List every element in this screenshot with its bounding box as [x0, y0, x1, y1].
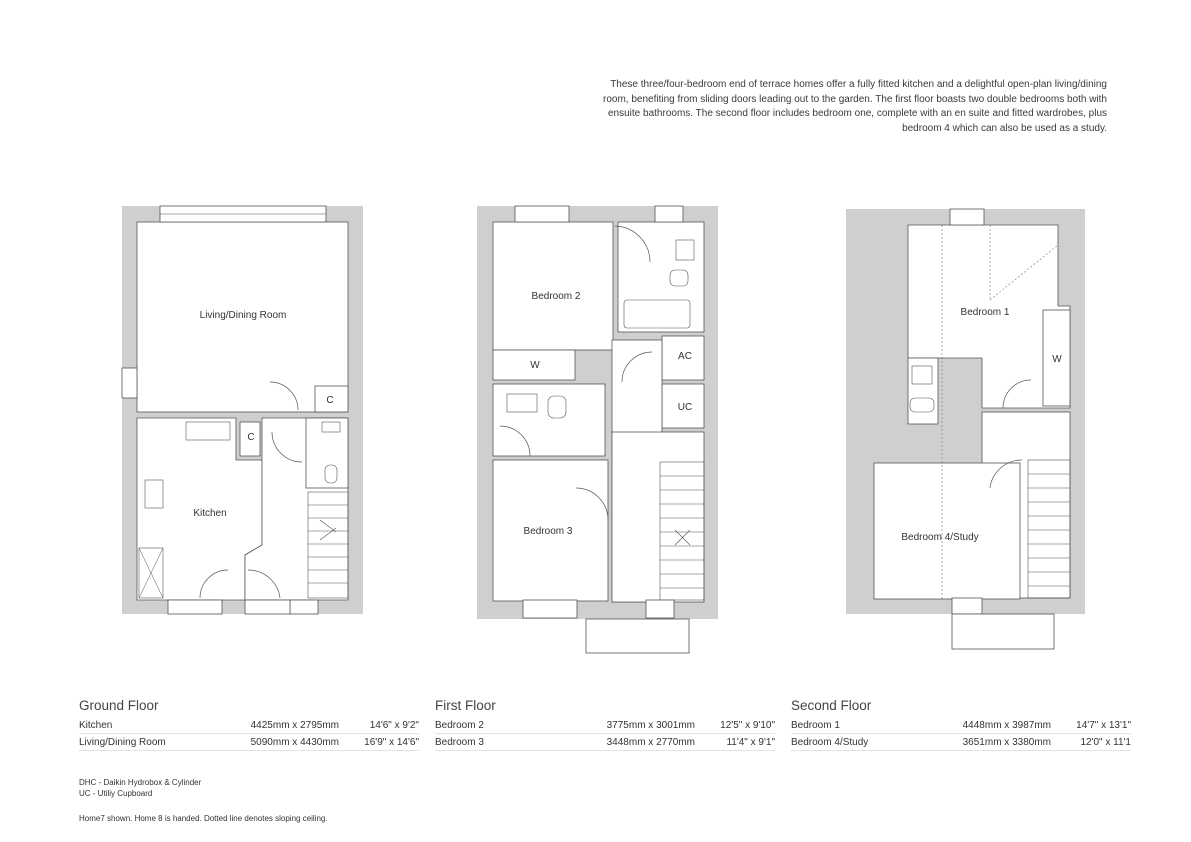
note-dhc: DHC - Daikin Hydrobox & Cylinder — [79, 778, 202, 787]
room-name: Bedroom 1 — [791, 719, 840, 731]
room-label-bedroom-3: Bedroom 3 — [523, 526, 573, 537]
schedule-row — [791, 734, 1131, 751]
room-metric: 3651mm x 3380mm — [962, 736, 1051, 748]
room-label-kitchen: Kitchen — [193, 508, 227, 519]
room-name: Bedroom 4/Study — [791, 736, 869, 748]
note-uc: UC - Utiliy Cupboard — [79, 789, 153, 798]
room-metric: 3448mm x 2770mm — [606, 736, 695, 748]
room-name: Living/Dining Room — [79, 736, 166, 748]
room-metric: 4425mm x 2795mm — [250, 719, 339, 731]
room-label-living: Living/Dining Room — [199, 310, 287, 321]
schedule-title: Ground Floor — [79, 698, 159, 713]
second-floor-plan — [846, 209, 1085, 649]
room-label-bedroom-2: Bedroom 2 — [531, 291, 581, 302]
room-label-bedroom-4: Bedroom 4/Study — [901, 532, 979, 543]
room-label-airing-cupboard: AC — [678, 351, 692, 362]
schedule-second-floor — [791, 698, 1131, 751]
notes — [79, 777, 328, 824]
room-imperial: 16'9" x 14'6" — [364, 736, 419, 748]
schedule-ground-floor — [79, 698, 419, 751]
schedule-row — [435, 717, 775, 734]
room-label-utility-cupboard: UC — [677, 402, 693, 413]
room-imperial: 12'5" x 9'10" — [720, 719, 775, 731]
room-label-cupboard: C — [247, 432, 255, 443]
schedule-row — [435, 734, 775, 751]
schedule-row — [79, 734, 419, 751]
room-label-bedroom-1: Bedroom 1 — [960, 307, 1010, 318]
room-name: Kitchen — [79, 719, 113, 731]
room-metric: 5090mm x 4430mm — [250, 736, 339, 748]
room-name: Bedroom 2 — [435, 719, 484, 731]
description-text: These three/four-bedroom end of terrace homes offer a fully fitted kitchen and a delightful open-plan living/dining room, benefiting from sliding doors leading out to the garden. The first floor boasts two double bedrooms both with ensuite bathrooms. The second floor includes bedroom one, complete with an en suite and fitted wardrobes, plus bedroom 4 which can also be used as a study. — [603, 79, 1107, 134]
room-label-wardrobe: W — [1052, 354, 1062, 365]
schedule-row — [791, 717, 1131, 734]
room-label-wardrobe: W — [530, 360, 540, 371]
room-imperial: 11'4" x 9'1" — [726, 736, 775, 748]
room-imperial: 14'6" x 9'2" — [369, 719, 419, 731]
schedule-title: Second Floor — [791, 698, 872, 713]
schedule-row — [79, 717, 419, 734]
room-label-cupboard: C — [326, 395, 334, 406]
ground-floor-plan — [122, 206, 363, 614]
room-metric: 3775mm x 3001mm — [606, 719, 695, 731]
room-metric: 4448mm x 3987mm — [962, 719, 1051, 731]
room-imperial: 14'7" x 13'1" — [1076, 719, 1131, 731]
footnote: Home7 shown. Home 8 is handed. Dotted line denotes sloping ceiling. — [79, 814, 328, 823]
room-name: Bedroom 3 — [435, 736, 484, 748]
schedule-first-floor — [435, 698, 775, 751]
schedule-title: First Floor — [435, 698, 496, 713]
room-imperial: 12'0" x 11'1 — [1080, 736, 1131, 748]
